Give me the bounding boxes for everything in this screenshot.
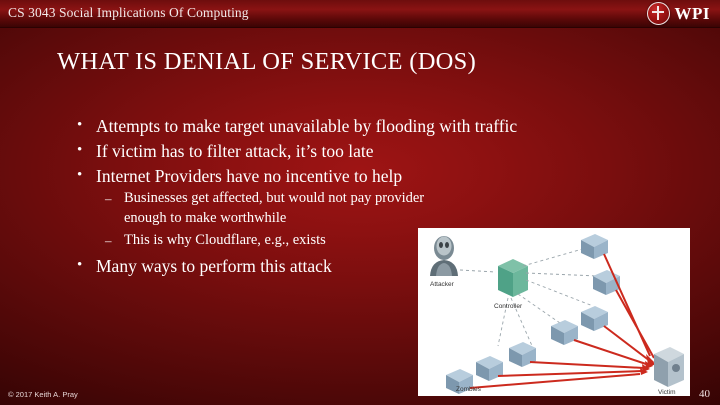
list-item: • Internet Providers have no incentive to help xyxy=(72,164,672,189)
wpi-seal-icon xyxy=(647,2,670,25)
victim-icon xyxy=(654,347,684,387)
controller-icon xyxy=(498,259,528,297)
ddos-diagram-svg xyxy=(418,228,690,396)
list-item: • Attempts to make target unavailable by flooding with traffic xyxy=(72,114,672,139)
page-title: WHAT IS DENIAL OF SERVICE (DOS) xyxy=(57,48,477,75)
course-title: CS 3043 Social Implications Of Computing xyxy=(8,5,249,20)
copyright-notice: © 2017 Keith A. Pray xyxy=(8,390,78,399)
controller-label: Controller xyxy=(494,303,523,310)
ddos-diagram-image xyxy=(418,228,690,396)
slide-header-bar xyxy=(0,0,720,28)
wpi-logo-text: WPI xyxy=(674,3,710,23)
list-item: • Many ways to perform this attack xyxy=(72,254,672,279)
list-item: – Businesses get affected, but would not pay provider enough to make worthwhile xyxy=(72,189,434,228)
attacker-label: Attacker xyxy=(430,281,454,288)
wpi-logo xyxy=(647,2,711,25)
slide-number: 40 xyxy=(699,388,710,400)
victim-label: Victim xyxy=(658,389,676,396)
zombies-label: Zombies xyxy=(456,386,481,393)
list-item: • If victim has to filter attack, it’s too late xyxy=(72,139,672,164)
list-item: – This is why Cloudflare, e.g., exists xyxy=(72,231,434,251)
